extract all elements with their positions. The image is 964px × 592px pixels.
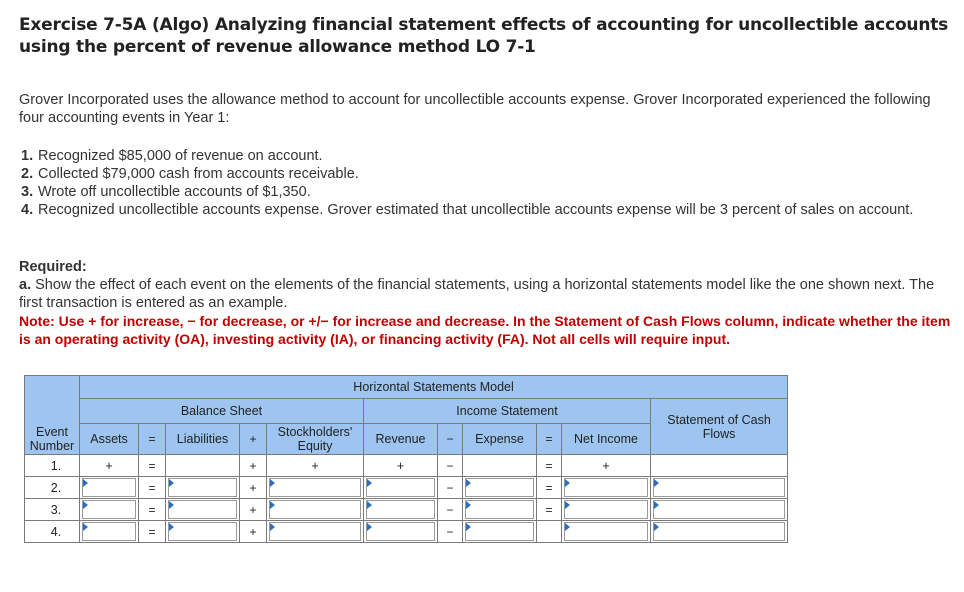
liabilities-input[interactable] bbox=[168, 478, 237, 497]
assets-input[interactable] bbox=[82, 500, 136, 519]
revenue-input[interactable] bbox=[366, 500, 435, 519]
expense-input[interactable] bbox=[465, 500, 534, 519]
minus-sign: − bbox=[438, 521, 463, 543]
list-item bbox=[21, 147, 956, 165]
cash-flows-header: Statement of Cash Flows bbox=[651, 399, 788, 455]
table-row bbox=[25, 455, 788, 477]
exercise-title: Exercise 7-5A (Algo) Analyzing financial statement effects of accounting for uncollectible accounts using the percent of revenue allowance method LO 7-1 bbox=[19, 15, 949, 57]
event-cell: 1. bbox=[25, 455, 80, 477]
liabilities-header: Liabilities bbox=[166, 424, 240, 455]
stockholders-equity-header: Stockholders' Equity bbox=[267, 424, 364, 455]
income-statement-header: Income Statement bbox=[364, 399, 651, 424]
net-income-header: Net Income bbox=[562, 424, 651, 455]
equals-sign: = bbox=[139, 521, 166, 543]
part-a-text: Show the effect of each event on the elements of the financial statements, using a horizontal statements model like the one shown next. The first transaction is entered as an example. bbox=[19, 277, 935, 311]
plus-sign: + bbox=[240, 499, 267, 521]
plus-sign: + bbox=[240, 455, 267, 477]
equals-sign: = bbox=[537, 477, 562, 499]
net-income-input[interactable] bbox=[564, 522, 648, 541]
equals-sign: = bbox=[139, 499, 166, 521]
event-number: 2. bbox=[21, 166, 34, 182]
assets-header: Assets bbox=[80, 424, 139, 455]
net-income-input[interactable] bbox=[564, 500, 648, 519]
table-row bbox=[25, 499, 788, 521]
expense-cell bbox=[463, 455, 537, 477]
liabilities-cell bbox=[166, 455, 240, 477]
table-row bbox=[25, 477, 788, 499]
list-item bbox=[21, 201, 956, 219]
equity-input[interactable] bbox=[269, 478, 361, 497]
liabilities-input[interactable] bbox=[168, 500, 237, 519]
expense-input[interactable] bbox=[465, 522, 534, 541]
event-text: Collected $79,000 cash from accounts receivable. bbox=[38, 166, 359, 182]
equals-sign: = bbox=[139, 455, 166, 477]
equals-sign: = bbox=[139, 477, 166, 499]
equity-cell: + bbox=[267, 455, 364, 477]
liabilities-input[interactable] bbox=[168, 522, 237, 541]
event-number: 3. bbox=[21, 184, 34, 200]
equals-header: = bbox=[139, 424, 166, 455]
equals-sign: = bbox=[537, 455, 562, 477]
revenue-cell: + bbox=[364, 455, 438, 477]
cash-flows-input[interactable] bbox=[653, 522, 785, 541]
assets-input[interactable] bbox=[82, 478, 136, 497]
minus-sign: − bbox=[438, 499, 463, 521]
equals-sign bbox=[537, 521, 562, 543]
table-title: Horizontal Statements Model bbox=[80, 376, 788, 399]
event-number-header: Event Number bbox=[25, 424, 80, 455]
event-text: Wrote off uncollectible accounts of $1,350. bbox=[38, 184, 311, 200]
event-text: Recognized uncollectible accounts expense. Grover estimated that uncollectible accounts expense will be 3 percent of sales on account. bbox=[38, 202, 914, 218]
horizontal-statements-table bbox=[24, 375, 788, 543]
plus-sign: + bbox=[240, 477, 267, 499]
list-item bbox=[21, 183, 956, 201]
equity-input[interactable] bbox=[269, 500, 361, 519]
intro-paragraph: Grover Incorporated uses the allowance method to account for uncollectible accounts expense. Grover Incorporated experienced the following four accounting events in Year 1: bbox=[19, 92, 931, 126]
event-list bbox=[21, 147, 956, 219]
equals-sign: = bbox=[537, 499, 562, 521]
event-number: 4. bbox=[21, 202, 34, 218]
event-cell: 4. bbox=[25, 521, 80, 543]
event-number: 1. bbox=[21, 148, 34, 164]
revenue-input[interactable] bbox=[366, 522, 435, 541]
cash-flows-input[interactable] bbox=[653, 478, 785, 497]
required-label: Required: bbox=[19, 259, 87, 275]
plus-header: + bbox=[240, 424, 267, 455]
minus-sign: − bbox=[438, 455, 463, 477]
net-income-cell: + bbox=[562, 455, 651, 477]
required-section bbox=[19, 258, 954, 312]
event-text: Recognized $85,000 of revenue on account. bbox=[38, 148, 323, 164]
list-item bbox=[21, 165, 956, 183]
balance-sheet-header: Balance Sheet bbox=[80, 399, 364, 424]
assets-cell: + bbox=[80, 455, 139, 477]
minus-header: − bbox=[438, 424, 463, 455]
expense-input[interactable] bbox=[465, 478, 534, 497]
expense-header: Expense bbox=[463, 424, 537, 455]
equity-input[interactable] bbox=[269, 522, 361, 541]
part-a-label: a. bbox=[19, 277, 32, 293]
assets-input[interactable] bbox=[82, 522, 136, 541]
minus-sign: − bbox=[438, 477, 463, 499]
revenue-input[interactable] bbox=[366, 478, 435, 497]
cash-flows-input[interactable] bbox=[653, 500, 785, 519]
net-income-input[interactable] bbox=[564, 478, 648, 497]
instruction-note: Note: Use + for increase, − for decrease, or +/− for increase and decrease. In the Statement of Cash Flows column, indicate whether the item is an operating activity (OA), investing activity (IA), or financing activity (FA). Not all cells will require input. bbox=[19, 313, 951, 347]
revenue-header: Revenue bbox=[364, 424, 438, 455]
table-row bbox=[25, 521, 788, 543]
event-cell: 2. bbox=[25, 477, 80, 499]
cash-flows-cell bbox=[651, 455, 788, 477]
plus-sign: + bbox=[240, 521, 267, 543]
event-cell: 3. bbox=[25, 499, 80, 521]
equals-header: = bbox=[537, 424, 562, 455]
